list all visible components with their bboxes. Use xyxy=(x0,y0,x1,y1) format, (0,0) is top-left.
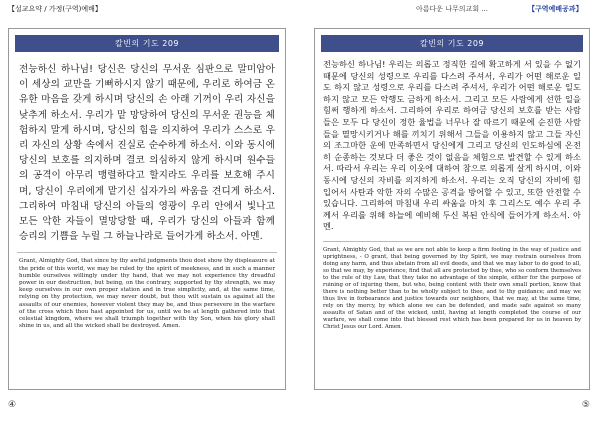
right-page-header-section: 【구역예배공과】 xyxy=(528,5,583,13)
left-page-header: 【설교요약 / 가정(구역)예배】 xyxy=(8,5,102,13)
left-divider xyxy=(17,252,277,253)
right-page-number: ⑤ xyxy=(581,400,590,410)
right-korean-prayer: 전능하신 하나님! 우리는 의롭고 정직한 길에 확고하게 서 있을 수 없기 때문에 당신의 성령으로 우리를 다스려 주셔서, 우리가 어떤 해로운 일도 하지 않고 성령으로 우리를 다스려 주셔서, 우리가 어떤 해로운 일도 하지 않고 모든 악행도 금하게 하소서. 그리고 모든 사람에게 선한 일을 힘써 행하게 하소서. 그리하여 우리로 하여금 당신의 보호를 받는 사람들은 모두 다 당신이 정한 율법을 너무나 잘 따르기 때문에 순진한 사람들을 멸망시키거나 해를 끼치기 위해서 그들을 이용하지 않고 그들 자신의 조그마한 운에 만족하면서 당신에게 그리고 당신의 인도하심에 온전히 순종하는 것보다 더 좋은 것이 없음을 체험으로 발견할 수 있게 하소서. 따라서 우리는 우리 이웃에 대하여 참으로 의롭게 살게 하시며, 이와 동시에 당신의 자비를 의지하게 하소서. 우리는 오직 당신의 자비에 힘입어서 사탄과 악한 자의 수많은 공격을 방어할 수 있고, 또한 안전할 수 있습니다. 그리하여 마침내 우리 싸움을 마치 후 그리스도 예수 우리 주께서 우리를 위해 하늘에 예비해 두신 복된 안식에 들어가게 하소서. 아멘. xyxy=(323,59,581,232)
left-korean-prayer: 전능하신 하나님! 당신은 당신의 무서운 심판으로 말미암아 이 세상의 교만을 기뻐하시지 않기 때문에, 우리로 하여금 온유한 마음을 갖게 하시며 당신의 손 아래 기꺼이 우리 자신을 낮추게 하소서. 우리가 맡 망당하여 당신의 무서운 권능을 체험하지 말게 하시며, 당신의 힘을 의지하여 우리가 스스로 우리 자신의 상황 속에서 진실로 순수하게 하소서. 이와 동시에 당신의 보호를 의지하며 결코 의심하지 않게 하시며 원수들의 공격이 아무리 맹렬하다고 할지라도 우리를 보호해 주시며, 당신이 우리에게 맡기신 십자가의 싸움을 견디게 하소서. 그리하여 마침내 당신의 아들의 영광이 우리 안에서 빛나고 모든 악한 자들이 멸망당할 때, 우리가 당신의 아들과 함께 승리의 기쁨을 누릴 그 하늘나라로 들어가게 하소서. 아멘. xyxy=(19,64,275,243)
left-prayer-frame xyxy=(8,28,286,390)
right-prayer-frame xyxy=(314,28,590,390)
left-page-number: ④ xyxy=(8,400,17,410)
right-prayer-title: 칼빈의 기도 209 xyxy=(321,35,583,52)
right-page xyxy=(300,0,600,424)
right-english-prayer: Grant, Almighty God, that as we are not able to keep a firm footing in the way of justice and uprightness, - O grant, that being governed by thy Spirit, we may restrain ourselves from doing any harm, and thus abstain from all evil deeds, and that we may labor to do good to all, so that we may, by experience, find that all are protected by thee, who so conform themselves to the rule of thy Law, that they take no advantage of the simple, either for the purpose of ruining or of injuring them, but who, being content with their own small portion, know that there is nothing better than to be wholly subject to thee, and to thy guidance; and may we thus live in forbearance and justice towards our neighbors, that we may, at the same time, rely on thy mercy, by which alone we can be defended, and made safe against so many assaults of Satan and of the wicked, until, having at length completed the course of our warfare, we shall come into that blessed rest which has been prepared for us in heaven by Christ Jesus our Lord. Amen. xyxy=(323,246,581,330)
right-page-header-church: 아름다운 나무의교회 ... xyxy=(416,5,488,13)
left-prayer-title: 칼빈의 기도 209 xyxy=(15,35,279,52)
left-english-prayer: Grant, Almighty God, that since by thy awful judgments thou dost show thy displeasure at the pride of this world, we may be ruled by the spirit of meekness, and in such a manner humble ourselves willingly under thy hand, that we may not experience thy dreadful power in our destruction, but being, on the contrary, supported by thy strength, we may keep ourselves in our own proper station and in true simplicity, and, at the same time, relying on thy protection, we may never doubt, but thou wilt sustain us against all the assaults of our enemies, however violent they may be, and thus persevere in the warfare of the cross which thou hast appointed for us, until we be at length gathered into that celestial kingdom, where we shall triumph together with thy Son, when his glory shall shine in us, and all the wicked shall be destroyed. Amen. xyxy=(19,258,275,330)
right-divider xyxy=(323,241,581,242)
